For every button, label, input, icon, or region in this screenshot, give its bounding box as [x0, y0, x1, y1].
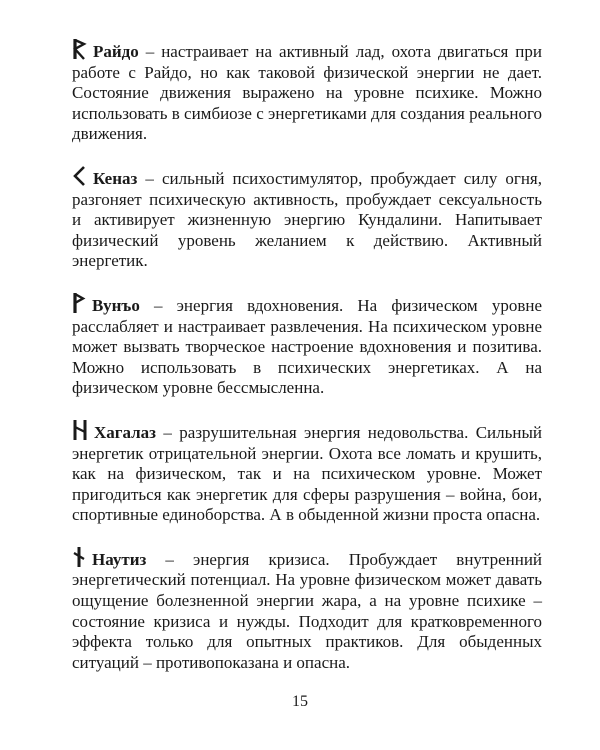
dash: –: [146, 549, 194, 569]
entry-raido: [72, 38, 542, 145]
hagalaz-rune-icon: [72, 419, 88, 441]
dash: –: [139, 295, 177, 315]
entry-paragraph: [72, 419, 542, 526]
dash: –: [138, 42, 162, 61]
entry-hagalaz: [72, 419, 542, 526]
entry-wunjo: [72, 292, 542, 399]
nauthiz-rune-icon: [72, 546, 86, 568]
rune-description: настраивает на активный лад, охота двигаться при работе с Райдо, но как таковой физической энергии не дает. Состояние движения выражено на уровне психике. Можно использовать в симбиозе с энергетиками для создания реального движения.: [72, 42, 542, 144]
rune-name: Вунъо: [92, 295, 140, 315]
rune-description: энергия кризиса. Пробуждает внутренний энергетический потенциал. На уровне физическом может давать ощущение болезненной энергии жара, а на уровне психике – состояние кризиса и нужды. Подходит для кратковременного эффекта только для опытных практиков. Для обыденных ситуаций – противопоказана и опасна.: [72, 549, 543, 672]
wunjo-rune-icon: [72, 292, 86, 314]
kenaz-rune-icon: [72, 165, 87, 187]
entry-paragraph: [72, 38, 542, 145]
raido-rune-icon: [72, 38, 87, 60]
dash: –: [156, 422, 180, 442]
page-number: 15: [292, 693, 308, 710]
rune-description: сильный психостимулятор, пробуждает силу огня, разгоняет психическую активность, пробуждает сексуальность и активирует жизненную энергию Кундалини. Напитывает физический уровень желанием к действию. Активный энергетик.: [72, 168, 542, 271]
rune-name: Райдо: [93, 42, 139, 61]
entry-nauthiz: [72, 546, 542, 674]
rune-name: Кеназ: [93, 168, 138, 188]
page-body: [72, 38, 542, 693]
entry-paragraph: [72, 292, 542, 399]
entry-paragraph: [72, 546, 542, 674]
rune-description: энергия вдохновения. На физическом уровне расслабляет и настраивает развлечения. На психическом уровне может вызвать творческое настроение вдохновения и позитива. Можно использовать в психических энергетиках. А на физическом уровне бессмысленна.: [72, 295, 543, 398]
entry-kenaz: [72, 165, 542, 272]
dash: –: [137, 168, 162, 188]
rune-name: Хагалаз: [94, 422, 157, 442]
entry-paragraph: [72, 165, 542, 272]
rune-description: разрушительная энергия недовольства. Сильный энергетик отрицательной энергии. Охота все ломать и крушить, как на физическом, так и на психическом уровне. Может пригодиться как энергетик для сферы разрушения – война, бои, спортивные единоборства. А в обыденной жизни проста опасна.: [72, 422, 542, 525]
rune-name: Наутиз: [92, 549, 147, 569]
